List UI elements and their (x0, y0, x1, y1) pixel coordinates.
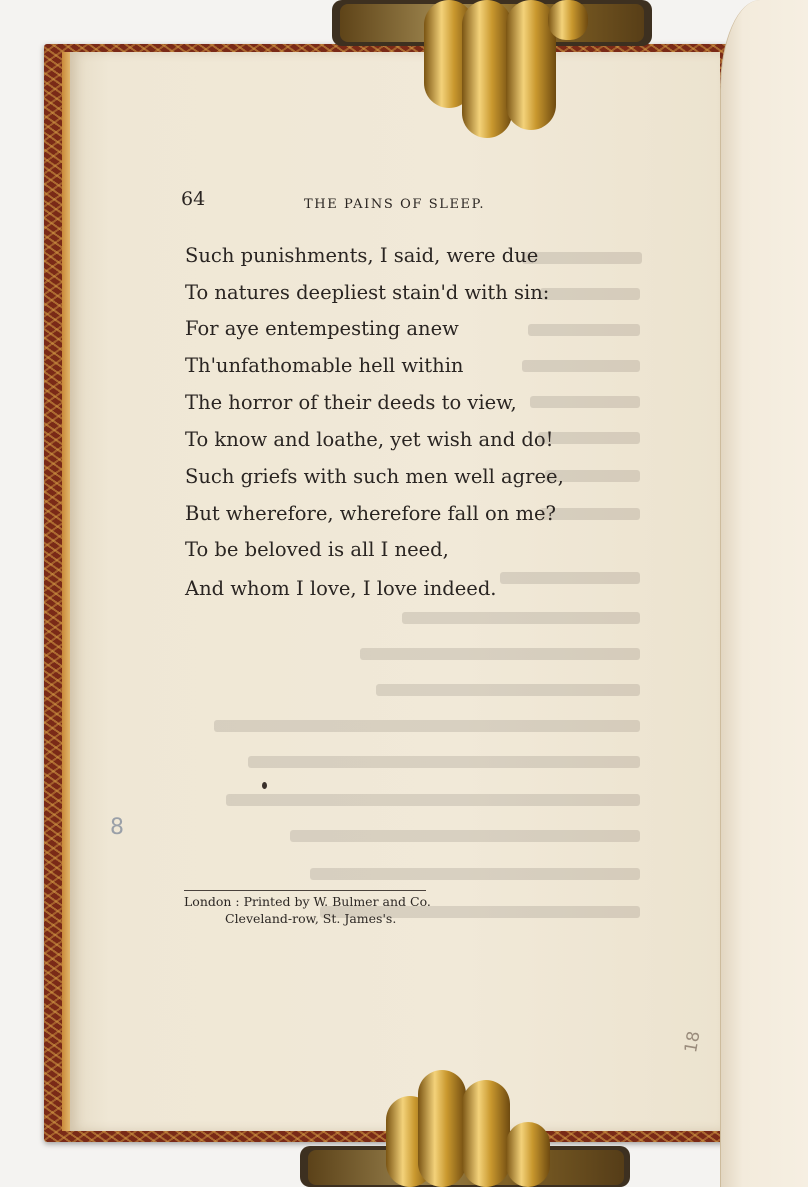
imprint-line-2: Cleveland-row, St. James's. (225, 911, 397, 926)
verse-line: And whom I love, I love indeed. (185, 577, 497, 600)
verse-line: Such punishments, I said, were due (185, 244, 539, 267)
verse-line: The horror of their deeds to view, (185, 391, 517, 414)
verse-line: To natures deepliest stain'd with sin: (185, 281, 550, 304)
verse-line: Such griefs with such men well agree, (185, 465, 564, 488)
pencil-mark: 8 (110, 815, 124, 840)
margin-mark: 18 (681, 1029, 705, 1055)
running-head: THE PAINS OF SLEEP. (304, 197, 486, 212)
page-number: 64 (181, 188, 206, 210)
verse-line: Th'unfathomable hell within (185, 354, 464, 377)
verse-line: To know and loathe, yet wish and do! (185, 428, 554, 451)
imprint-line-1: London : Printed by W. Bulmer and Co. (184, 894, 431, 909)
verse-line: For aye entempesting anew (185, 317, 459, 340)
verse-line: To be beloved is all I need, (185, 538, 449, 561)
brass-book-clip-icon (300, 1066, 640, 1187)
imprint-rule (184, 890, 426, 891)
brass-book-clip-icon (320, 0, 670, 150)
ink-dot (262, 782, 267, 789)
verse-line: But wherefore, wherefore fall on me? (185, 502, 556, 525)
